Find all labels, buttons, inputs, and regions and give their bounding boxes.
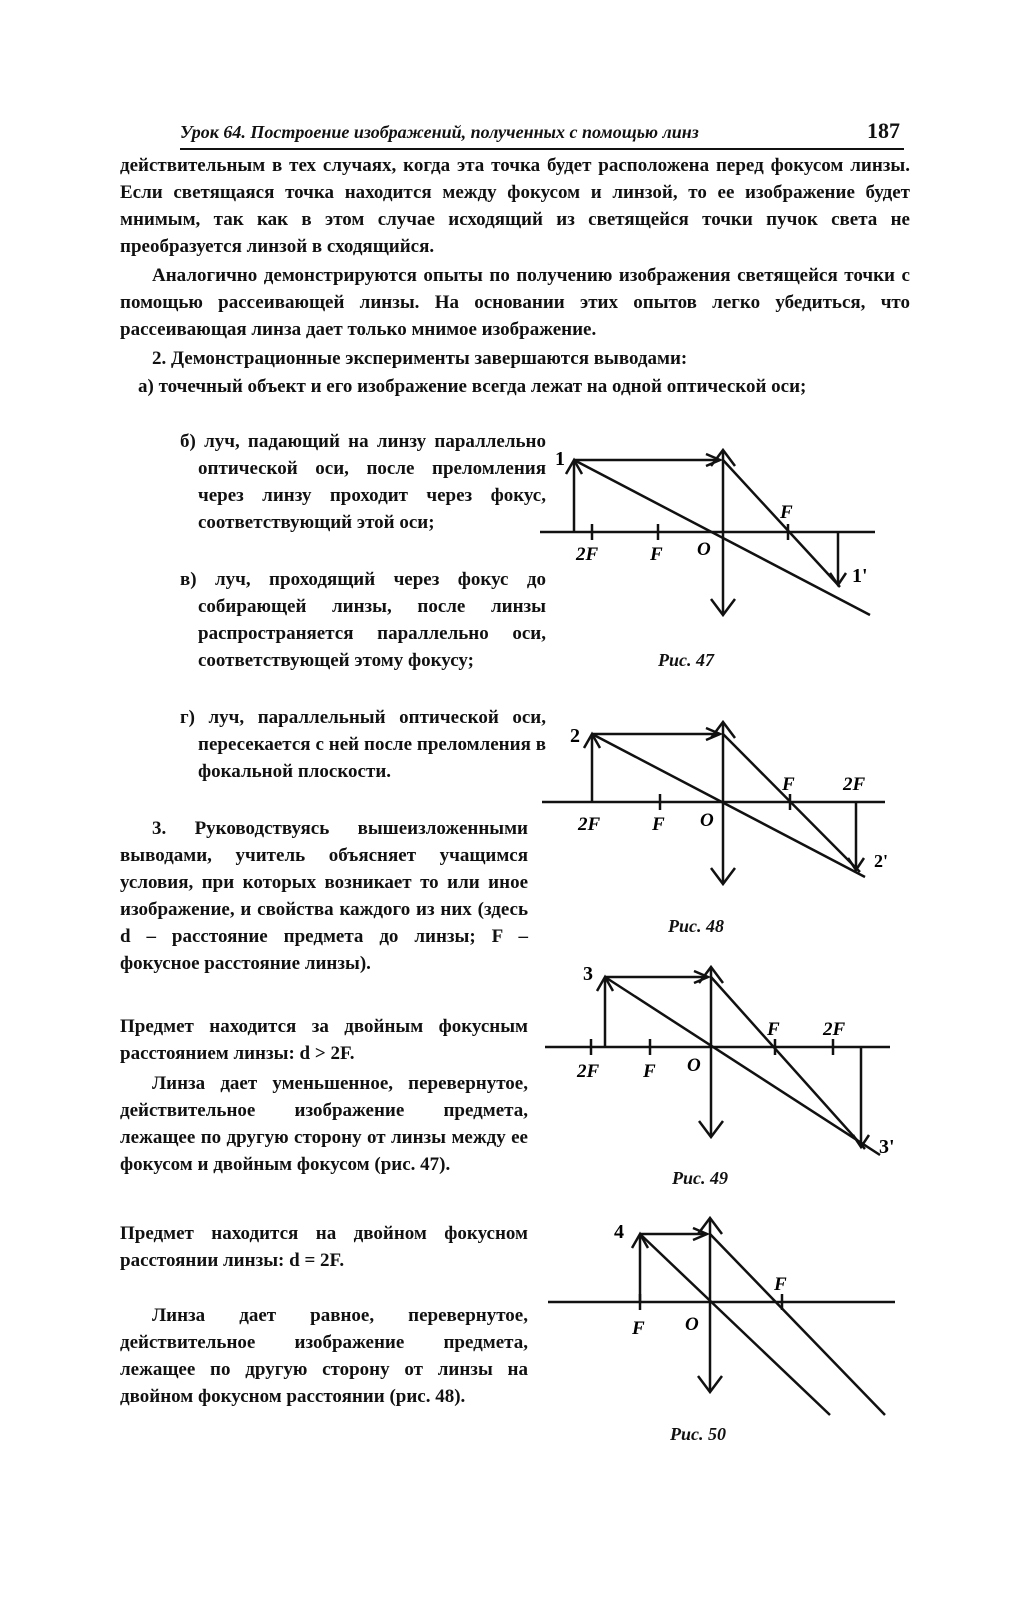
fig47-object-label: 1 bbox=[555, 448, 565, 470]
fig50-label-o: O bbox=[685, 1314, 699, 1335]
fig48-label-2f-right: 2F bbox=[843, 774, 866, 795]
fig47-image-label: 1' bbox=[852, 565, 868, 587]
figure-47 bbox=[530, 430, 890, 640]
figure-48-caption: Рис. 48 bbox=[668, 916, 724, 936]
fig49-label-f-left: F bbox=[643, 1061, 656, 1082]
fig48-label-f-right: F bbox=[782, 774, 795, 795]
fig48-label-o: O bbox=[700, 810, 714, 831]
fig50-object-label: 4 bbox=[614, 1221, 624, 1243]
paragraph-6: Линза дает равное, перевернутое, действительное изображение предмета, лежащее по другую сторону от линзы на двойном фокусном расстоянии (рис. 48). bbox=[120, 1305, 528, 1407]
paragraph-4: 3. Руководствуясь вышеизложенными выводами, учитель объясняет учащимся условия, при которых возникает то или иное изображение, и свойства каждого из них (здесь d – расстояние предмета до линзы; F – фокусное расстояние линзы). bbox=[120, 818, 528, 974]
fig50-label-f-left: F bbox=[632, 1318, 645, 1339]
fig49-label-o: O bbox=[687, 1055, 701, 1076]
fig50-label-f-right: F bbox=[774, 1274, 787, 1295]
figure-49-caption: Рис. 49 bbox=[672, 1168, 728, 1188]
figure-47-caption: Рис. 47 bbox=[658, 650, 714, 670]
fig49-object-label: 3 bbox=[583, 963, 593, 985]
fig49-label-2f-right: 2F bbox=[823, 1019, 846, 1040]
figure-50 bbox=[540, 1210, 900, 1420]
fig47-label-f-left: F bbox=[650, 544, 663, 565]
conclusion-v: в) луч, проходящий через фокус до собирающей линзы, после линзы распространяется параллельно оси, соответствующей этому фокусу; bbox=[180, 569, 546, 671]
paragraph-1: действительным в тех случаях, когда эта точка будет расположена перед фокусом линзы. Если светящаяся точка находится между фокусом и линзой, то ее изображение будет мнимым, так как в этом случае исходящий из светящейся точки пучок света не преобразуется линзой в сходящийся. bbox=[120, 155, 910, 257]
fig48-label-f-left: F bbox=[652, 814, 665, 835]
fig47-label-f-right: F bbox=[780, 502, 793, 523]
header-title: Урок 64. Построение изображений, полученных с помощью линз bbox=[180, 122, 699, 142]
figure-48 bbox=[530, 712, 900, 902]
fig47-label-2f-left: 2F bbox=[576, 544, 599, 565]
figure-50-caption: Рис. 50 bbox=[670, 1424, 726, 1444]
heading-d-greater-2f: Предмет находится за двойным фокусным расстоянием линзы: d > 2F. bbox=[120, 1016, 528, 1064]
conclusion-b: б) луч, падающий на линзу параллельно оптической оси, после преломления через линзу проходит через фокус, соответствующий этой оси; bbox=[180, 431, 546, 533]
conclusion-g: г) луч, параллельный оптической оси, пересекается с ней после преломления в фокальной плоскости. bbox=[180, 707, 546, 782]
conclusion-a: а) точечный объект и его изображение всегда лежат на одной оптической оси; bbox=[138, 376, 807, 397]
paragraph-3: 2. Демонстрационные эксперименты завершаются выводами: bbox=[152, 348, 688, 369]
figure-49 bbox=[535, 955, 905, 1170]
heading-d-equals-2f: Предмет находится на двойном фокусном расстоянии линзы: d = 2F. bbox=[120, 1223, 528, 1271]
fig48-image-label: 2' bbox=[874, 851, 889, 871]
running-header bbox=[180, 118, 904, 150]
page-number: 187 bbox=[867, 118, 900, 143]
fig48-label-2f-left: 2F bbox=[578, 814, 601, 835]
paragraph-5: Линза дает уменьшенное, перевернутое, действительное изображение предмета, лежащее по другую сторону от линзы между ее фокусом и двойным фокусом (рис. 47). bbox=[120, 1073, 528, 1175]
fig48-object-label: 2 bbox=[570, 725, 580, 747]
fig49-label-f-right: F bbox=[767, 1019, 780, 1040]
fig49-label-2f-left: 2F bbox=[577, 1061, 600, 1082]
fig49-image-label: 3' bbox=[879, 1136, 895, 1158]
fig47-label-o: O bbox=[697, 539, 711, 560]
paragraph-2: Аналогично демонстрируются опыты по получению изображения светящейся точки с помощью рассеивающей линзы. На основании этих опытов легко убедиться, что рассеивающая линза дает только мнимое изображение. bbox=[120, 265, 910, 340]
